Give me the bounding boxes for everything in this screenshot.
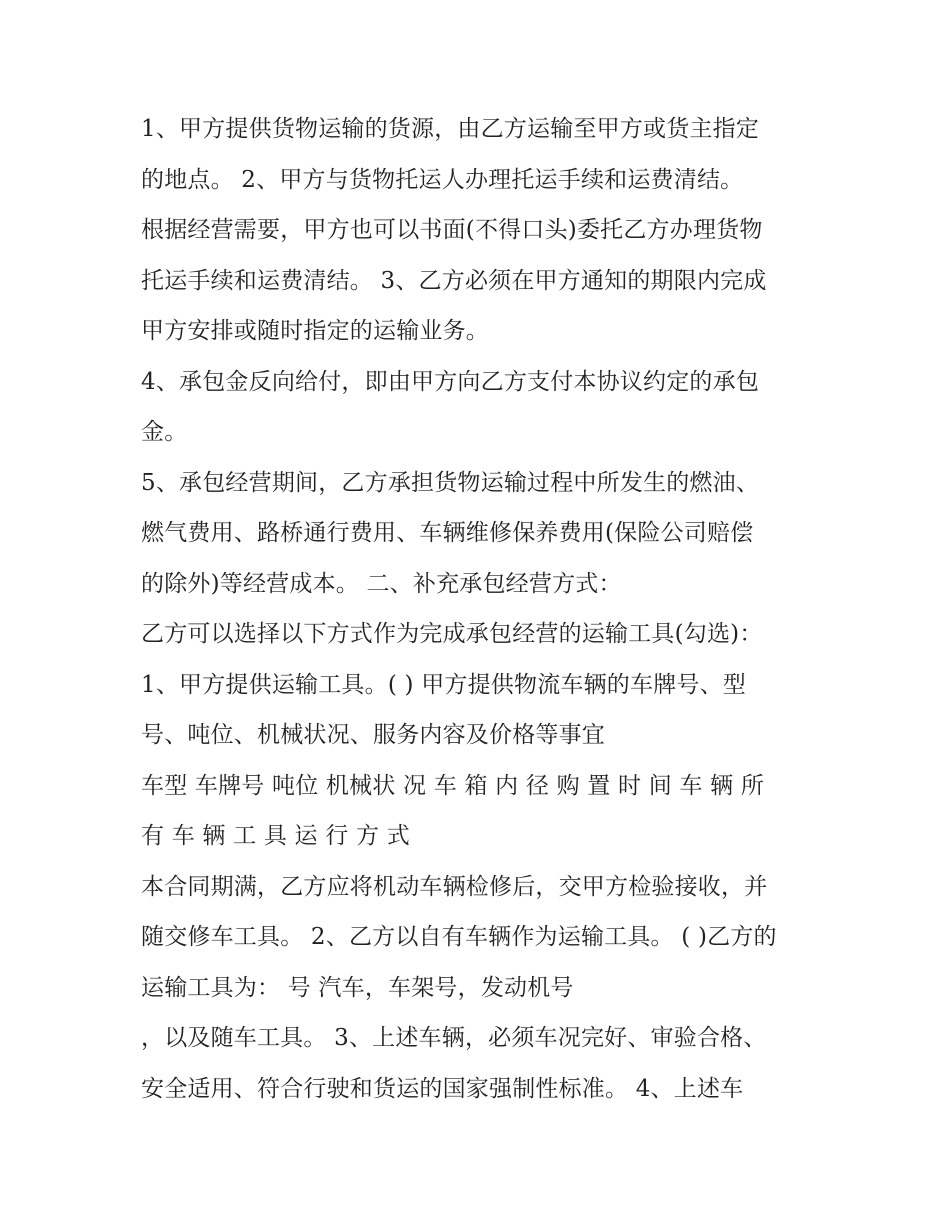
text-line: 5、承包经营期间，乙方承担货物运输过程中所发生的燃油、	[141, 469, 760, 496]
text-line: 乙方可以选择以下方式作为完成承包经营的运输工具(勾选)：	[141, 621, 763, 647]
text-line: 运输工具为： 号 汽车，车架号，发动机号	[141, 974, 574, 1001]
text-line: 本合同期满，乙方应将机动车辆检修后，交甲方检验接收，并	[141, 873, 768, 900]
text-line: 的地点。 2、甲方与货物托运人办理托运手续和运费清结。	[141, 166, 744, 193]
text-line: 号、吨位、机械状况、服务内容及价格等事宜	[141, 722, 605, 748]
text-line: 车型 车牌号 吨位 机械状 况 车 箱 内 径 购 置 时 间 车 辆 所	[141, 772, 765, 799]
text-line: 燃气费用、路桥通行费用、车辆维修保养费用(保险公司赔偿	[141, 520, 754, 546]
contract-text-body	[141, 104, 821, 1114]
text-line: 1、甲方提供货物运输的货源，由乙方运输至甲方或货主指定	[141, 116, 760, 142]
text-line: 安全适用、符合行驶和货运的国家强制性标准。 4、上述车	[141, 1075, 744, 1102]
text-line: 有 车 辆 工 具 运 行 方 式	[141, 823, 410, 849]
text-line: 1、甲方提供运输工具。( ) 甲方提供物流车辆的车牌号、型	[141, 671, 747, 698]
text-line: 的除外)等经营成本。 二、补充承包经营方式：	[141, 570, 622, 597]
text-line: 托运手续和运费清结。 3、乙方必须在甲方通知的期限内完成	[141, 267, 767, 294]
text-line: 根据经营需要，甲方也可以书面(不得口头)委托乙方办理货物	[141, 217, 763, 243]
text-line: ，以及随车工具。 3、上述车辆，必须车况完好、审验合格、	[141, 1025, 767, 1051]
text-line: 随交修车工具。 2、乙方以自有车辆作为运输工具。 ( )乙方的	[141, 924, 777, 950]
text-line: 甲方安排或随时指定的运输业务。	[141, 318, 489, 344]
text-line: 金。	[141, 419, 188, 445]
text-line: 4、承包金反向给付，即由甲方向乙方支付本协议约定的承包	[141, 368, 760, 395]
